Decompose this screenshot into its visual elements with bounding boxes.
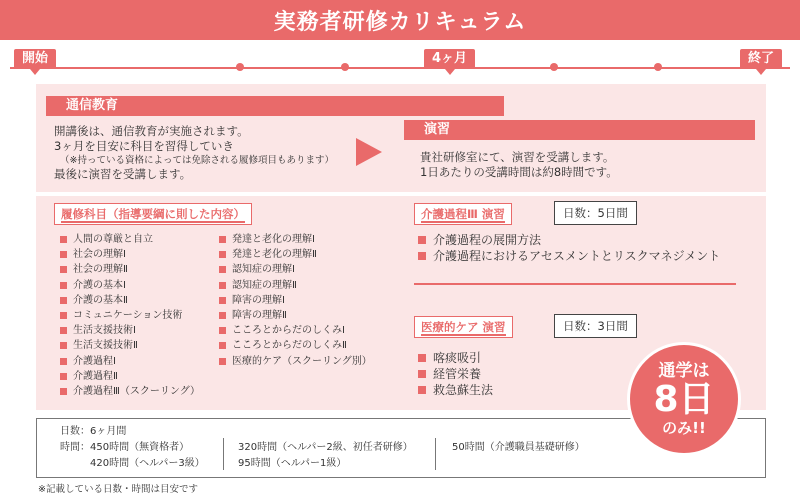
correspondence-text xyxy=(54,124,354,182)
list-item: 喀痰吸引 xyxy=(418,350,493,366)
subjects-list-right xyxy=(219,232,372,369)
badge-line-2: 8日 xyxy=(653,379,715,420)
timeline-mid-tag: 4ヶ月 xyxy=(424,49,475,69)
school-days-badge xyxy=(627,342,741,456)
page-title: 実務者研修カリキュラム xyxy=(273,9,527,35)
practice-text xyxy=(420,150,750,180)
list-item: 介護の基本Ⅰ xyxy=(60,278,200,293)
list-item: 社会の理解Ⅰ xyxy=(60,247,200,262)
info-hours-4: 95時間（ヘルパー1級） xyxy=(238,458,347,469)
timeline-dot xyxy=(236,63,244,71)
title-bar xyxy=(0,0,800,40)
list-item: 介護の基本Ⅱ xyxy=(60,293,200,308)
list-item: 生活支援技術Ⅰ xyxy=(60,323,200,338)
list-item: 介護過程の展開方法 xyxy=(418,232,720,248)
list-item: 社会の理解Ⅱ xyxy=(60,262,200,277)
list-item: 発達と老化の理解Ⅰ xyxy=(219,232,372,247)
list-item: 介護過程Ⅲ（スクーリング） xyxy=(60,384,200,399)
info-hours-3: 320時間（ヘルパー2級、初任者研修） xyxy=(238,442,413,453)
kaigo-practice-list xyxy=(418,232,720,264)
kaigo-practice-label-text: 介護過程Ⅲ 演習 xyxy=(421,207,505,221)
list-item: こころとからだのしくみⅠ xyxy=(219,323,372,338)
list-item: 人間の尊厳と自立 xyxy=(60,232,200,247)
practice-line: 貴社研修室にて、演習を受講します。 xyxy=(420,150,615,164)
correspondence-line: 開講後は、通信教育が実施されます。 xyxy=(54,124,249,138)
list-item: 発達と老化の理解Ⅱ xyxy=(219,247,372,262)
list-item: 経管栄養 xyxy=(418,366,493,382)
timeline-dot xyxy=(341,63,349,71)
list-item: 介護過程Ⅰ xyxy=(60,354,200,369)
divider xyxy=(414,283,736,285)
info-days: 日数：6ヶ月間 xyxy=(60,426,127,437)
subjects-label xyxy=(54,203,252,225)
badge-line-3: のみ!! xyxy=(662,419,706,437)
arrow-right-icon xyxy=(356,138,382,166)
list-item: 介護過程Ⅱ xyxy=(60,369,200,384)
list-item: 認知症の理解Ⅰ xyxy=(219,262,372,277)
medical-practice-list xyxy=(418,350,493,398)
timeline-end-tag: 終了 xyxy=(740,49,782,69)
list-item: 救急蘇生法 xyxy=(418,382,493,398)
info-hours-label: 時間： xyxy=(60,442,90,453)
badge-line-1: 通学は xyxy=(658,361,710,381)
timeline-start-tag: 開始 xyxy=(14,49,56,69)
practice-header: 演習 xyxy=(404,120,755,140)
list-item: 認知症の理解Ⅱ xyxy=(219,278,372,293)
list-item: 介護過程におけるアセスメントとリスクマネジメント xyxy=(418,248,720,264)
info-hours-1: 450時間（無資格者） xyxy=(90,442,190,453)
divider xyxy=(435,438,436,470)
timeline-line xyxy=(10,67,790,69)
list-item: コミュニケーション技術 xyxy=(60,308,200,323)
medical-practice-label xyxy=(414,316,513,338)
info-hours-2: 420時間（ヘルパー3級） xyxy=(90,458,205,469)
timeline-dot xyxy=(550,63,558,71)
subjects-label-text: 履修科目（指導要綱に則した内容） xyxy=(61,207,245,221)
correspondence-note: （※持っている資格によっては免除される履修項目もあります） xyxy=(60,155,334,166)
subjects-list-left xyxy=(60,232,200,399)
divider xyxy=(223,438,224,470)
timeline-dot xyxy=(654,63,662,71)
medical-practice-label-text: 医療的ケア 演習 xyxy=(421,320,506,334)
list-item: こころとからだのしくみⅡ xyxy=(219,338,372,353)
list-item: 障害の理解Ⅰ xyxy=(219,293,372,308)
practice-line: 1日あたりの受講時間は約8時間です。 xyxy=(420,165,618,179)
list-item: 生活支援技術Ⅱ xyxy=(60,338,200,353)
medical-days-box: 日数：3日間 xyxy=(554,314,637,338)
info-hours-5: 50時間（介護職員基礎研修） xyxy=(452,442,585,453)
kaigo-practice-label xyxy=(414,203,512,225)
kaigo-days-box: 日数：5日間 xyxy=(554,201,637,225)
correspondence-header: 通信教育 xyxy=(46,96,504,116)
list-item: 障害の理解Ⅱ xyxy=(219,308,372,323)
correspondence-line: 最後に演習を受講します。 xyxy=(54,167,192,181)
list-item: 医療的ケア（スクーリング別） xyxy=(219,354,372,369)
correspondence-line: 3ヶ月を目安に科目を習得していき xyxy=(54,139,234,153)
footnote: ※記載している日数・時間は目安です xyxy=(38,484,198,495)
